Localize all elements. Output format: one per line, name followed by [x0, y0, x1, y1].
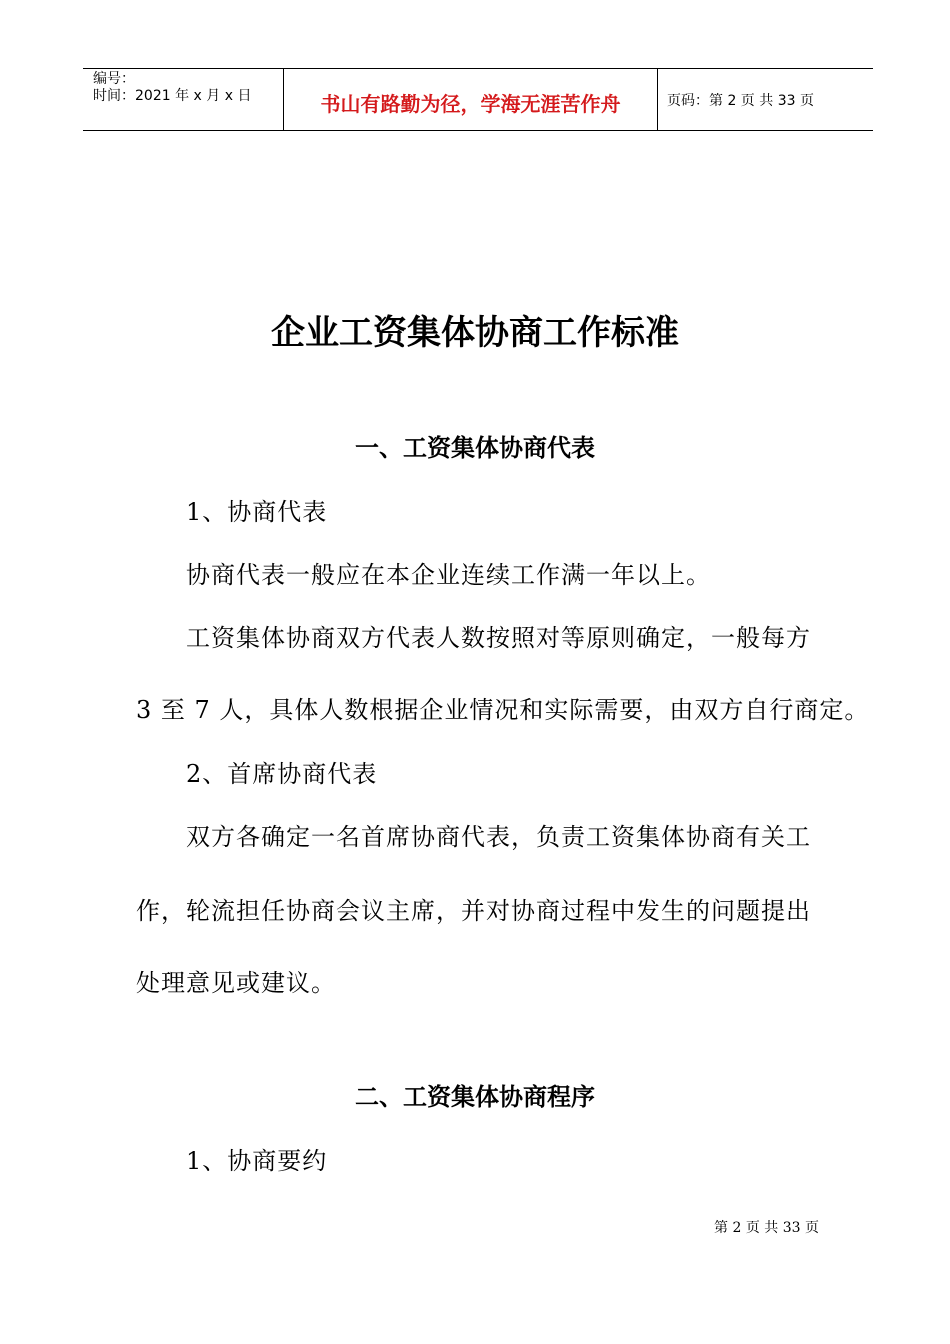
subheading-delegates: 1、协商代表: [186, 498, 328, 526]
header-motto-cell: [283, 69, 658, 130]
paragraph-3-line-2: 作，轮流担任协商会议主席，并对协商过程中发生的问题提出: [136, 897, 811, 925]
paragraph-2-line-2: 3 至 7 人，具体人数根据企业情况和实际需要，由双方自行商定。: [136, 696, 870, 724]
header-motto: 书山有路勤为径，学海无涯苦作舟: [320, 92, 621, 116]
page-footer: 第 2 页 共 33 页: [714, 1220, 819, 1236]
subheading-chief-delegate: 2、首席协商代表: [186, 760, 378, 788]
header-page-cell: [657, 69, 873, 130]
header-page-info: 页码：第 2 页 共 33 页: [667, 93, 814, 109]
document-title: 企业工资集体协商工作标准: [271, 313, 679, 353]
paragraph-3-line-1: 双方各确定一名首席协商代表，负责工资集体协商有关工: [186, 823, 811, 851]
section-heading-1: 一、工资集体协商代表: [355, 434, 595, 462]
subheading-invitation: 1、协商要约: [186, 1147, 328, 1175]
paragraph-1: 协商代表一般应在本企业连续工作满一年以上。: [186, 561, 711, 589]
paragraph-2-line-1: 工资集体协商双方代表人数按照对等原则确定，一般每方: [186, 624, 811, 652]
header-number-label: 编号：: [93, 71, 135, 87]
section-heading-2: 二、工资集体协商程序: [355, 1083, 595, 1111]
header-left-cell: [83, 69, 283, 130]
paragraph-3-line-3: 处理意见或建议。: [136, 969, 336, 997]
header-time-label: 时间：2021 年 x 月 x 日: [93, 88, 252, 104]
page-header: [83, 68, 873, 131]
